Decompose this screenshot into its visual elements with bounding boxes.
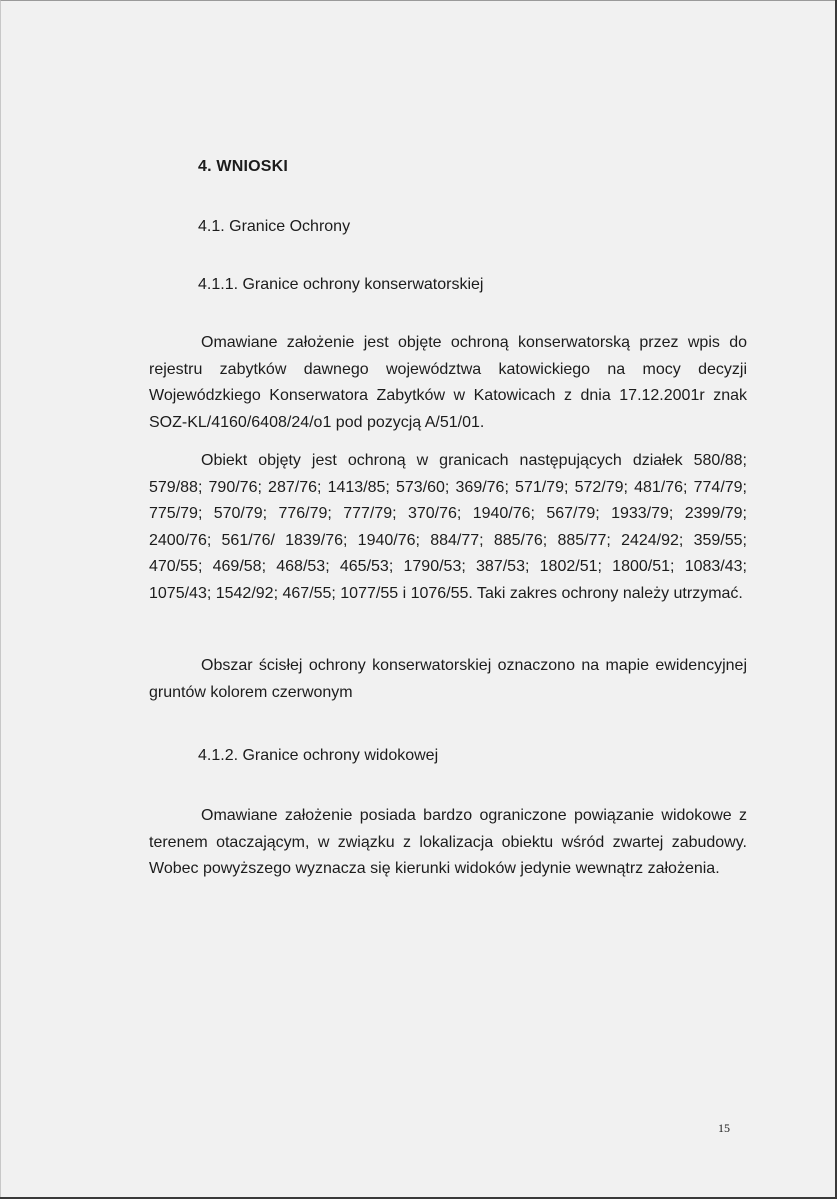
paragraph-strict-protection-area: Obszar ścisłej ochrony konserwatorskiej oznaczono na mapie ewidencyjnej gruntów kolorem czerwonym bbox=[149, 657, 747, 701]
subsection-title-ochrona-konserwatorska: 4.1.1. Granice ochrony konserwatorskiej bbox=[198, 276, 484, 293]
paragraph-parcel-list: Obiekt objęty jest ochroną w granicach następujących działek 580/88; 579/88; 790/76; 287/76; 1413/85; 573/60; 369/76; 571/79; 572/79; 481/76; 774/79; 775/79; 570/79; 776/79; 777/79; 370/76; 1940/76; 567/79; 1933/79; 2399/79; 2400/76; 561/76/ 1839/76; 1940/76; 884/77; 885/76; 885/77; 2424/92; 359/55; 470/55; 469/58; 468/53; 465/53; 1790/53; 387/53; 1802/51; 1800/51; 1083/43; 1075/43; 1542/92; 467/55; 1077/55 i 1076/55. Taki zakres ochrony należy utrzymać. bbox=[149, 452, 747, 602]
page-number: 15 bbox=[718, 1121, 730, 1135]
paragraph-view-protection: Omawiane założenie posiada bardzo ograniczone powiązanie widokowe z terenem otaczającym, w związku z lokalizacja obiektu wśród zwartej zabudowy. Wobec powyższego wyznacza się kierunki widoków jedynie wewnątrz założenia. bbox=[149, 807, 747, 877]
section-heading-wnioski: 4. WNIOSKI bbox=[198, 158, 289, 175]
paragraph-register-entry: Omawiane założenie jest objęte ochroną konserwatorską przez wpis do rejestru zabytków dawnego województwa katowickiego na mocy decyzji Wojewódzkiego Konserwatora Zabytków w Katowicach z dnia 17.12.2001r znak SOZ-KL/4160/6408/24/o1 pod pozycją A/51/01. bbox=[149, 334, 747, 431]
subsection-title-ochrona-widokowa: 4.1.2. Granice ochrony widokowej bbox=[198, 747, 439, 764]
section-title-granice-ochrony: 4.1. Granice Ochrony bbox=[198, 218, 351, 235]
